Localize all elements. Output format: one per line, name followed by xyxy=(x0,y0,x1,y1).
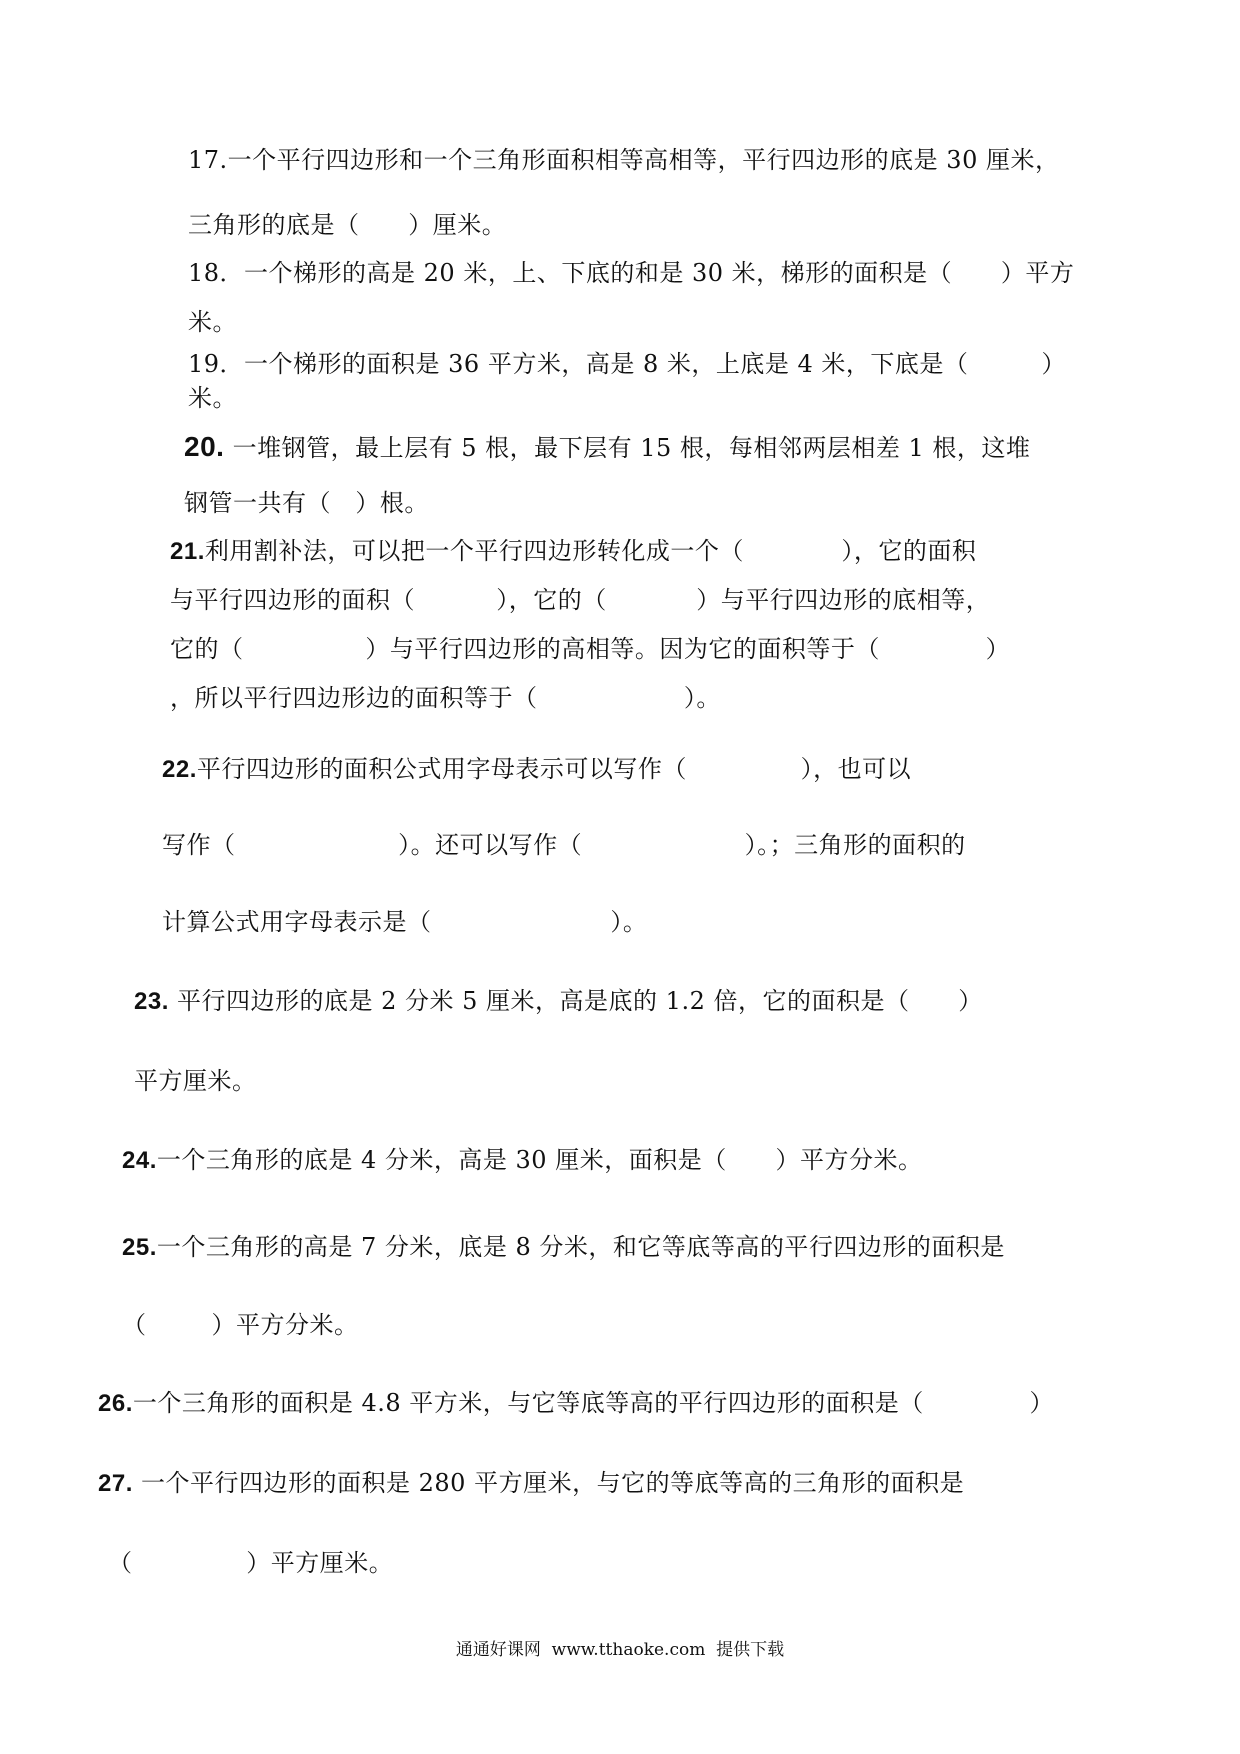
question-20-line-2: 钢管一共有（ ）根。 xyxy=(184,489,429,517)
question-number: 21. xyxy=(170,538,205,565)
question-19-line-1: 19．一个梯形的面积是 36 平方米，高是 8 米，上底是 4 米，下底是（ ） xyxy=(188,350,1067,378)
question-number: 23. xyxy=(134,988,169,1015)
question-number: 20. xyxy=(184,431,225,462)
question-24-line-1: 24.一个三角形的底是 4 分米，高是 30 厘米，面积是（ ）平方分米。 xyxy=(122,1146,923,1174)
question-18-line-1: 18．一个梯形的高是 20 米，上、下底的和是 30 米，梯形的面积是（ ）平方 xyxy=(188,259,1075,287)
question-23-line-1: 23. 平行四边形的底是 2 分米 5 厘米，高是底的 1.2 倍，它的面积是（ ） xyxy=(134,987,983,1015)
question-number: 22. xyxy=(162,756,197,783)
question-17-line-2: 三角形的底是（ ）厘米。 xyxy=(188,211,507,239)
question-22-line-1: 22.平行四边形的面积公式用字母表示可以写作（ ），也可以 xyxy=(162,755,912,783)
question-number: 24. xyxy=(122,1147,157,1174)
question-number: 27. xyxy=(98,1470,133,1497)
question-26-line-1: 26.一个三角形的面积是 4.8 平方米，与它等底等高的平行四边形的面积是（ ） xyxy=(98,1389,1054,1417)
question-22-line-2: 写作（ ）。还可以写作（ ）。；三角形的面积的 xyxy=(162,831,966,859)
question-23-line-2: 平方厘米。 xyxy=(134,1067,257,1095)
question-27-line-1: 27. 一个平行四边形的面积是 280 平方厘米，与它的等底等高的三角形的面积是 xyxy=(98,1469,965,1497)
question-21-line-3: 它的（ ）与平行四边形的高相等。因为它的面积等于（ ） xyxy=(170,635,1011,663)
question-22-line-3: 计算公式用字母表示是（ ）。 xyxy=(162,908,648,936)
question-25-line-1: 25.一个三角形的高是 7 分米，底是 8 分米，和它等底等高的平行四边形的面积是 xyxy=(122,1233,1005,1261)
question-21-line-2: 与平行四边形的面积（ ），它的（ ）与平行四边形的底相等， xyxy=(170,586,991,614)
question-18-line-2: 米。 xyxy=(188,308,237,336)
question-25-line-2: （ ）平方分米。 xyxy=(122,1311,359,1339)
question-20-line-1: 20. 一堆钢管，最上层有 5 根，最下层有 15 根，每相邻两层相差 1 根，这堆 xyxy=(184,431,1031,462)
question-number: 26. xyxy=(98,1390,133,1417)
question-21-line-4: ，所以平行四边形边的面积等于（ ）。 xyxy=(170,684,721,712)
page-footer: 通通好课网 www.tthaoke.com 提供下载 xyxy=(455,1640,785,1660)
question-number: 25. xyxy=(122,1234,157,1261)
question-21-line-1: 21.利用割补法，可以把一个平行四边形转化成一个（ ），它的面积 xyxy=(170,537,977,565)
question-17-line-1: 17.一个平行四边形和一个三角形面积相等高相等，平行四边形的底是 30 厘米， xyxy=(188,146,1060,174)
question-19-line-2: 米。 xyxy=(188,384,237,412)
question-27-line-2: （ ）平方厘米。 xyxy=(108,1549,394,1577)
